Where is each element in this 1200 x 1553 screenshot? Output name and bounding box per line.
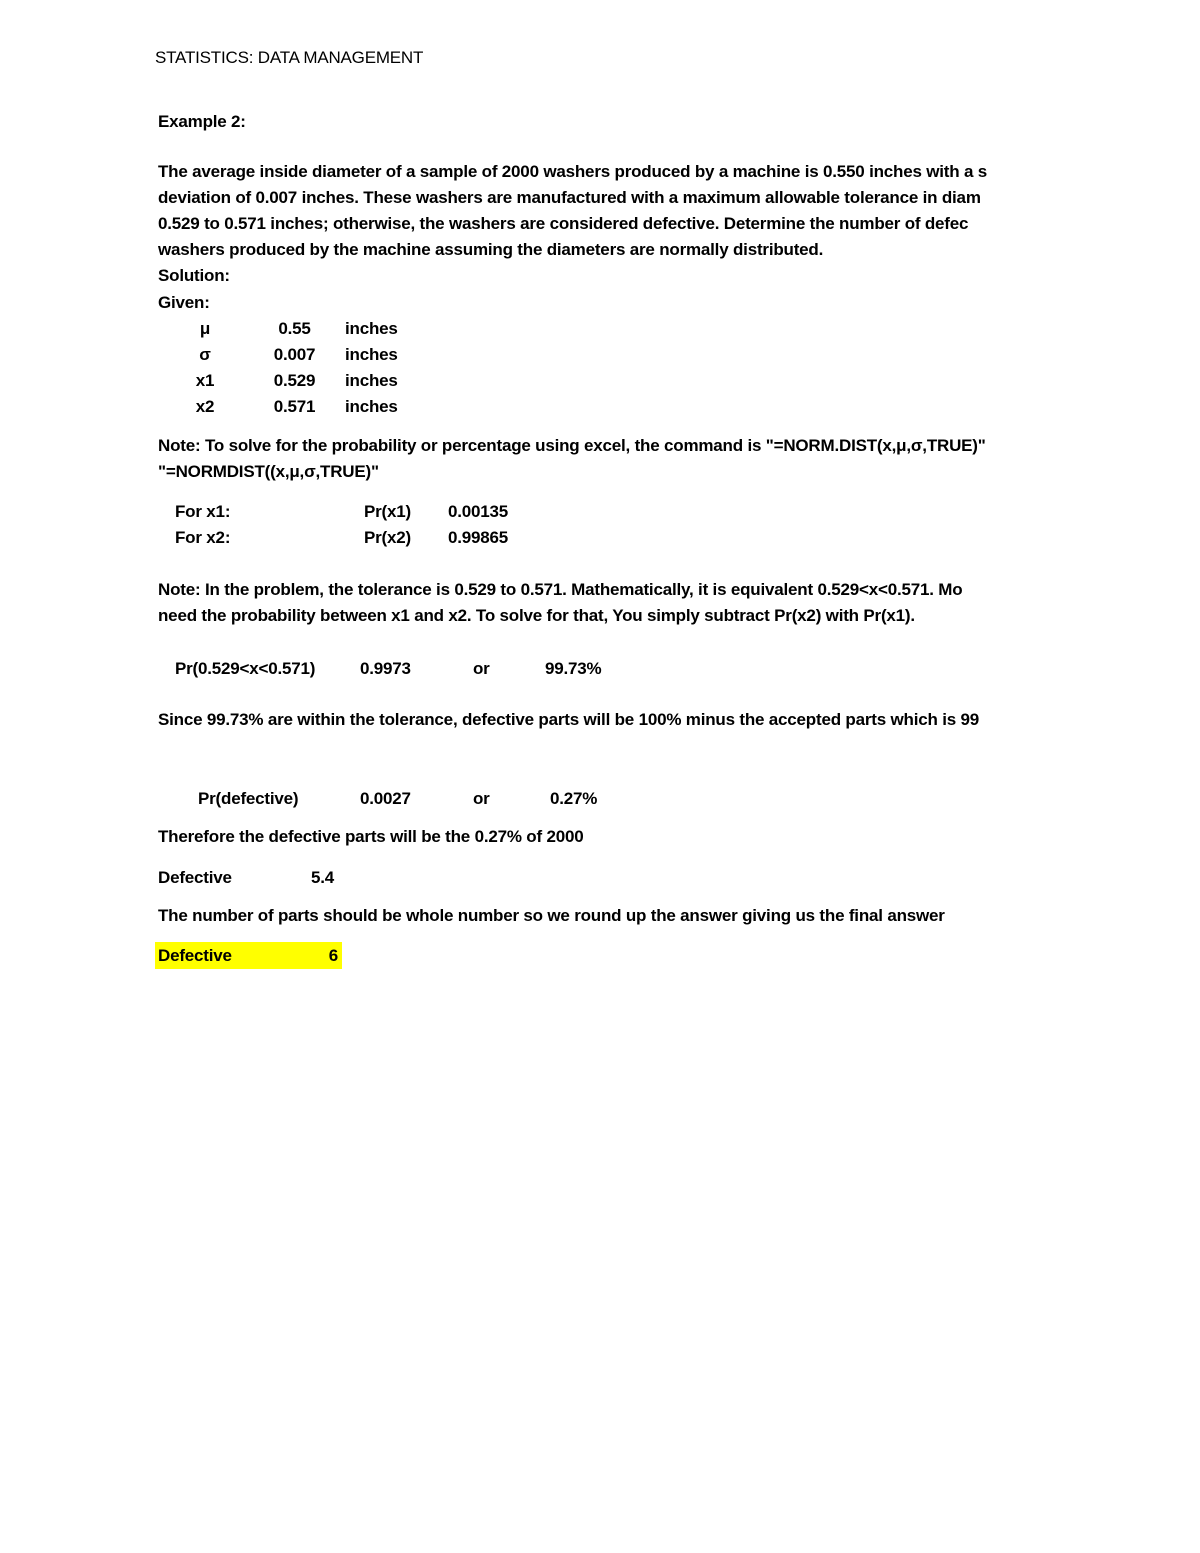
given-unit-sigma: inches (345, 345, 398, 364)
given-value-sigma: 0.007 (273, 345, 316, 364)
problem-line-1: The average inside diameter of a sample of 2000 washers produced by a machine is 0.550 inches with a s (158, 162, 988, 181)
given-unit-mu: inches (345, 319, 398, 338)
document-header-title: STATISTICS: DATA MANAGEMENT (155, 48, 424, 67)
given-unit-x2: inches (345, 397, 398, 416)
note2-line-1: Note: In the problem, the tolerance is 0.529 to 0.571. Mathematically, it is equivalent 0.529<x<0.571. Mo (158, 580, 963, 599)
pr-range-value: 0.9973 (360, 659, 411, 678)
given-symbol-mu: μ (199, 319, 211, 338)
defective-calc-value: 5.4 (311, 868, 335, 887)
problem-line-3: 0.529 to 0.571 inches; otherwise, the washers are considered defective. Determine the number of defec (158, 214, 969, 233)
given-unit-x1: inches (345, 371, 398, 390)
defective-calc-label: Defective (158, 868, 232, 887)
note1-line-2: "=NORMDIST((x,μ,σ,TRUE)" (158, 462, 379, 481)
pr-range-or: or (473, 659, 490, 678)
problem-line-4: washers produced by the machine assuming the diameters are normally distributed. (158, 240, 824, 259)
round-up-line: The number of parts should be whole number so we round up the answer giving us the final answer (158, 906, 945, 925)
final-answer-value: 6 (328, 946, 338, 965)
given-symbol-x2: x2 (195, 397, 215, 416)
given-symbol-sigma: σ (199, 345, 211, 364)
given-value-x1: 0.529 (273, 371, 316, 390)
note1-line-1: Note: To solve for the probability or percentage using excel, the command is "=NORM.DIST(x,μ,σ,TRUE)" (158, 436, 986, 455)
example-title: Example 2: (158, 112, 246, 131)
final-answer-label: Defective (158, 946, 232, 965)
given-value-x2: 0.571 (273, 397, 316, 416)
pr-x1-value: 0.00135 (448, 502, 509, 521)
for-x1-label: For x1: (175, 502, 231, 521)
pr-defective-value: 0.0027 (360, 789, 411, 808)
pr-range-percent: 99.73% (545, 659, 602, 678)
given-symbol-x1: x1 (195, 371, 215, 390)
therefore-line: Therefore the defective parts will be the 0.27% of 2000 (158, 827, 584, 846)
given-label: Given: (158, 293, 210, 312)
pr-range-label: Pr(0.529<x<0.571) (175, 659, 316, 678)
pr-defective-label: Pr(defective) (198, 789, 299, 808)
given-value-mu: 0.55 (278, 319, 311, 338)
problem-line-2: deviation of 0.007 inches. These washers are manufactured with a maximum allowable tolerance in diam (158, 188, 981, 207)
note2-line-2: need the probability between x1 and x2. To solve for that, You simply subtract Pr(x2) with Pr(x1). (158, 606, 915, 625)
pr-defective-or: or (473, 789, 490, 808)
pr-defective-percent: 0.27% (550, 789, 598, 808)
solution-label: Solution: (158, 266, 230, 285)
since-line: Since 99.73% are within the tolerance, defective parts will be 100% minus the accepted parts which is 99 (158, 710, 980, 729)
pr-x1-label: Pr(x1) (364, 502, 411, 521)
pr-x2-label: Pr(x2) (364, 528, 411, 547)
pr-x2-value: 0.99865 (448, 528, 509, 547)
for-x2-label: For x2: (175, 528, 231, 547)
